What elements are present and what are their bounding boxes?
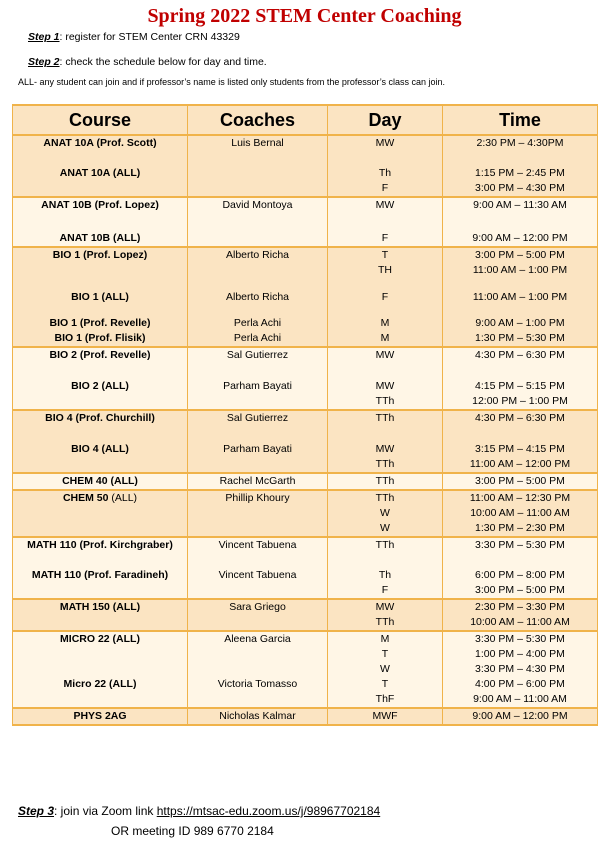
time-cell: 9:00 AM – 12:00 PM	[443, 708, 598, 725]
time-cell: 3:30 PM – 5:30 PM	[443, 631, 598, 647]
day-cell: ThF	[328, 692, 443, 708]
step-3-label: Step 3	[18, 804, 55, 818]
table-row	[13, 599, 598, 615]
time-cell: 4:00 PM – 6:00 PM	[443, 677, 598, 692]
time-cell: 1:00 PM – 4:00 PM	[443, 647, 598, 662]
table-row	[13, 521, 598, 537]
day-cell: TTh	[328, 490, 443, 506]
table-row	[13, 410, 598, 426]
course-cell: BIO 2 (Prof. Revelle)	[13, 347, 188, 363]
table-row	[13, 181, 598, 197]
zoom-link[interactable]: https://mtsac-edu.zoom.us/j/98967702184	[156, 804, 381, 818]
table-row	[13, 506, 598, 521]
day-cell: W	[328, 506, 443, 521]
coach-cell	[188, 394, 328, 410]
table-row	[13, 677, 598, 692]
table-row	[13, 615, 598, 631]
table-row	[13, 426, 598, 457]
header-coaches: Coaches	[188, 105, 328, 135]
day-cell: MW	[328, 426, 443, 457]
course-cell: ANAT 10B (ALL)	[13, 213, 188, 247]
day-cell: T	[328, 247, 443, 263]
day-cell: TH	[328, 263, 443, 278]
time-cell: 3:00 PM – 5:00 PM	[443, 247, 598, 263]
coach-cell: Perla Achi	[188, 331, 328, 347]
time-cell: 3:00 PM – 5:00 PM	[443, 473, 598, 490]
course-cell: BIO 4 (ALL)	[13, 426, 188, 457]
table-header-row	[13, 105, 598, 135]
day-cell: T	[328, 677, 443, 692]
course-name: CHEM 50	[62, 492, 109, 504]
day-cell: Th	[328, 151, 443, 181]
day-cell: W	[328, 521, 443, 537]
time-cell: 3:30 PM – 4:30 PM	[443, 662, 598, 677]
course-cell	[13, 506, 188, 521]
table-row	[13, 692, 598, 708]
day-cell: F	[328, 213, 443, 247]
day-cell: TTh	[328, 457, 443, 473]
time-cell: 3:00 PM – 5:00 PM	[443, 583, 598, 599]
step-2-label: Step 2	[28, 56, 60, 68]
day-cell: TTh	[328, 537, 443, 553]
time-cell: 2:30 PM – 3:30 PM	[443, 599, 598, 615]
day-cell: Th	[328, 553, 443, 583]
table-row	[13, 263, 598, 278]
coach-cell	[188, 521, 328, 537]
course-cell: BIO 1 (Prof. Flisik)	[13, 331, 188, 347]
course-cell: BIO 1 (Prof. Lopez)	[13, 247, 188, 263]
coach-cell	[188, 506, 328, 521]
course-cell	[13, 457, 188, 473]
coach-cell: Vincent Tabuena	[188, 553, 328, 583]
table-row	[13, 135, 598, 151]
step-1-label: Step 1	[28, 31, 60, 43]
table-row	[13, 457, 598, 473]
course-cell: ANAT 10A (ALL)	[13, 151, 188, 181]
step-3-text: : join via Zoom link	[54, 804, 157, 818]
day-cell: TTh	[328, 473, 443, 490]
coach-cell	[188, 213, 328, 247]
table-row	[13, 473, 598, 490]
table-row	[13, 213, 598, 247]
coach-cell	[188, 647, 328, 662]
coach-cell	[188, 457, 328, 473]
coach-cell: Perla Achi	[188, 316, 328, 331]
table-row	[13, 583, 598, 599]
table-row	[13, 631, 598, 647]
course-cell: BIO 1 (ALL)	[13, 278, 188, 316]
step-2	[28, 56, 609, 68]
course-cell: MATH 150 (ALL)	[13, 599, 188, 615]
time-cell: 11:00 AM – 1:00 PM	[443, 278, 598, 316]
day-cell: TTh	[328, 410, 443, 426]
header-course: Course	[13, 105, 188, 135]
day-cell: TTh	[328, 615, 443, 631]
coach-cell: Victoria Tomasso	[188, 677, 328, 692]
course-cell	[13, 662, 188, 677]
course-cell	[13, 615, 188, 631]
course-cell: MICRO 22 (ALL)	[13, 631, 188, 647]
course-cell	[13, 490, 188, 506]
coach-cell: David Montoya	[188, 197, 328, 213]
course-cell	[13, 394, 188, 410]
time-cell: 4:30 PM – 6:30 PM	[443, 347, 598, 363]
day-cell: W	[328, 662, 443, 677]
coach-cell: Nicholas Kalmar	[188, 708, 328, 725]
coach-cell	[188, 263, 328, 278]
header-day: Day	[328, 105, 443, 135]
coach-cell: Luis Bernal	[188, 135, 328, 151]
course-suffix: (ALL)	[108, 492, 138, 504]
table-row	[13, 316, 598, 331]
time-cell: 1:30 PM – 2:30 PM	[443, 521, 598, 537]
coach-cell: Rachel McGarth	[188, 473, 328, 490]
day-cell: TTh	[328, 394, 443, 410]
coach-cell: Aleena Garcia	[188, 631, 328, 647]
course-cell	[13, 692, 188, 708]
day-cell: F	[328, 278, 443, 316]
table-row	[13, 553, 598, 583]
coach-cell: Sal Gutierrez	[188, 410, 328, 426]
time-cell: 11:00 AM – 12:00 PM	[443, 457, 598, 473]
time-cell: 3:00 PM – 4:30 PM	[443, 181, 598, 197]
table-row	[13, 247, 598, 263]
time-cell: 12:00 PM – 1:00 PM	[443, 394, 598, 410]
day-cell: MWF	[328, 708, 443, 725]
course-cell: BIO 4 (Prof. Churchill)	[13, 410, 188, 426]
coach-cell: Phillip Khoury	[188, 490, 328, 506]
step-1-text: : register for STEM Center CRN 43329	[59, 31, 240, 43]
table-row	[13, 331, 598, 347]
course-cell	[13, 181, 188, 197]
table-row	[13, 151, 598, 181]
coach-cell: Vincent Tabuena	[188, 537, 328, 553]
time-cell: 11:00 AM – 1:00 PM	[443, 263, 598, 278]
table-row	[13, 197, 598, 213]
day-cell: M	[328, 631, 443, 647]
day-cell: MW	[328, 599, 443, 615]
course-cell: BIO 1 (Prof. Revelle)	[13, 316, 188, 331]
coach-cell: Parham Bayati	[188, 426, 328, 457]
course-cell	[13, 583, 188, 599]
course-cell: MATH 110 (Prof. Faradineh)	[13, 553, 188, 583]
page-title: Spring 2022 STEM Center Coaching	[147, 5, 462, 27]
course-cell: MATH 110 (Prof. Kirchgraber)	[13, 537, 188, 553]
table-row	[13, 647, 598, 662]
coach-cell: Parham Bayati	[188, 363, 328, 394]
coach-cell	[188, 583, 328, 599]
schedule-table	[12, 104, 598, 726]
course-cell: ANAT 10A (Prof. Scott)	[13, 135, 188, 151]
time-cell: 4:30 PM – 6:30 PM	[443, 410, 598, 426]
coach-cell	[188, 692, 328, 708]
table-row	[13, 490, 598, 506]
coach-cell	[188, 151, 328, 181]
table-row	[13, 363, 598, 394]
course-cell: BIO 2 (ALL)	[13, 363, 188, 394]
time-cell: 9:00 AM – 12:00 PM	[443, 213, 598, 247]
course-cell	[13, 263, 188, 278]
day-cell: MW	[328, 347, 443, 363]
course-cell: Micro 22 (ALL)	[13, 677, 188, 692]
table-row	[13, 537, 598, 553]
coach-cell: Alberto Richa	[188, 247, 328, 263]
time-cell: 10:00 AM – 11:00 AM	[443, 615, 598, 631]
time-cell: 9:00 AM – 1:00 PM	[443, 316, 598, 331]
coach-cell	[188, 662, 328, 677]
day-cell: M	[328, 316, 443, 331]
course-cell: CHEM 40 (ALL)	[13, 473, 188, 490]
time-cell: 3:15 PM – 4:15 PM	[443, 426, 598, 457]
step-1	[28, 31, 609, 43]
time-cell: 1:15 PM – 2:45 PM	[443, 151, 598, 181]
coach-cell	[188, 615, 328, 631]
table-row	[13, 394, 598, 410]
coach-cell: Sara Griego	[188, 599, 328, 615]
time-cell: 2:30 PM – 4:30PM	[443, 135, 598, 151]
coach-cell	[188, 181, 328, 197]
day-cell: T	[328, 647, 443, 662]
day-cell: F	[328, 181, 443, 197]
coach-cell: Alberto Richa	[188, 278, 328, 316]
coach-cell: Sal Gutierrez	[188, 347, 328, 363]
time-cell: 9:00 AM – 11:30 AM	[443, 197, 598, 213]
course-cell: ANAT 10B (Prof. Lopez)	[13, 197, 188, 213]
course-cell: PHYS 2AG	[13, 708, 188, 725]
table-row	[13, 278, 598, 316]
time-cell: 11:00 AM – 12:30 PM	[443, 490, 598, 506]
day-cell: M	[328, 331, 443, 347]
meeting-id: OR meeting ID 989 6770 2184	[111, 824, 274, 838]
header-time: Time	[443, 105, 598, 135]
table-row	[13, 708, 598, 725]
all-note: ALL- any student can join and if professor’s name is listed only students from the professor’s class can join.	[18, 77, 446, 87]
time-cell: 4:15 PM – 5:15 PM	[443, 363, 598, 394]
time-cell: 9:00 AM – 11:00 AM	[443, 692, 598, 708]
step-3	[18, 804, 380, 818]
table-row	[13, 347, 598, 363]
day-cell: MW	[328, 363, 443, 394]
time-cell: 6:00 PM – 8:00 PM	[443, 553, 598, 583]
time-cell: 10:00 AM – 11:00 AM	[443, 506, 598, 521]
course-cell	[13, 647, 188, 662]
time-cell: 1:30 PM – 5:30 PM	[443, 331, 598, 347]
time-cell: 3:30 PM – 5:30 PM	[443, 537, 598, 553]
day-cell: MW	[328, 135, 443, 151]
step-2-text: : check the schedule below for day and time.	[59, 56, 267, 68]
day-cell: F	[328, 583, 443, 599]
course-cell	[13, 521, 188, 537]
table-row	[13, 662, 598, 677]
day-cell: MW	[328, 197, 443, 213]
